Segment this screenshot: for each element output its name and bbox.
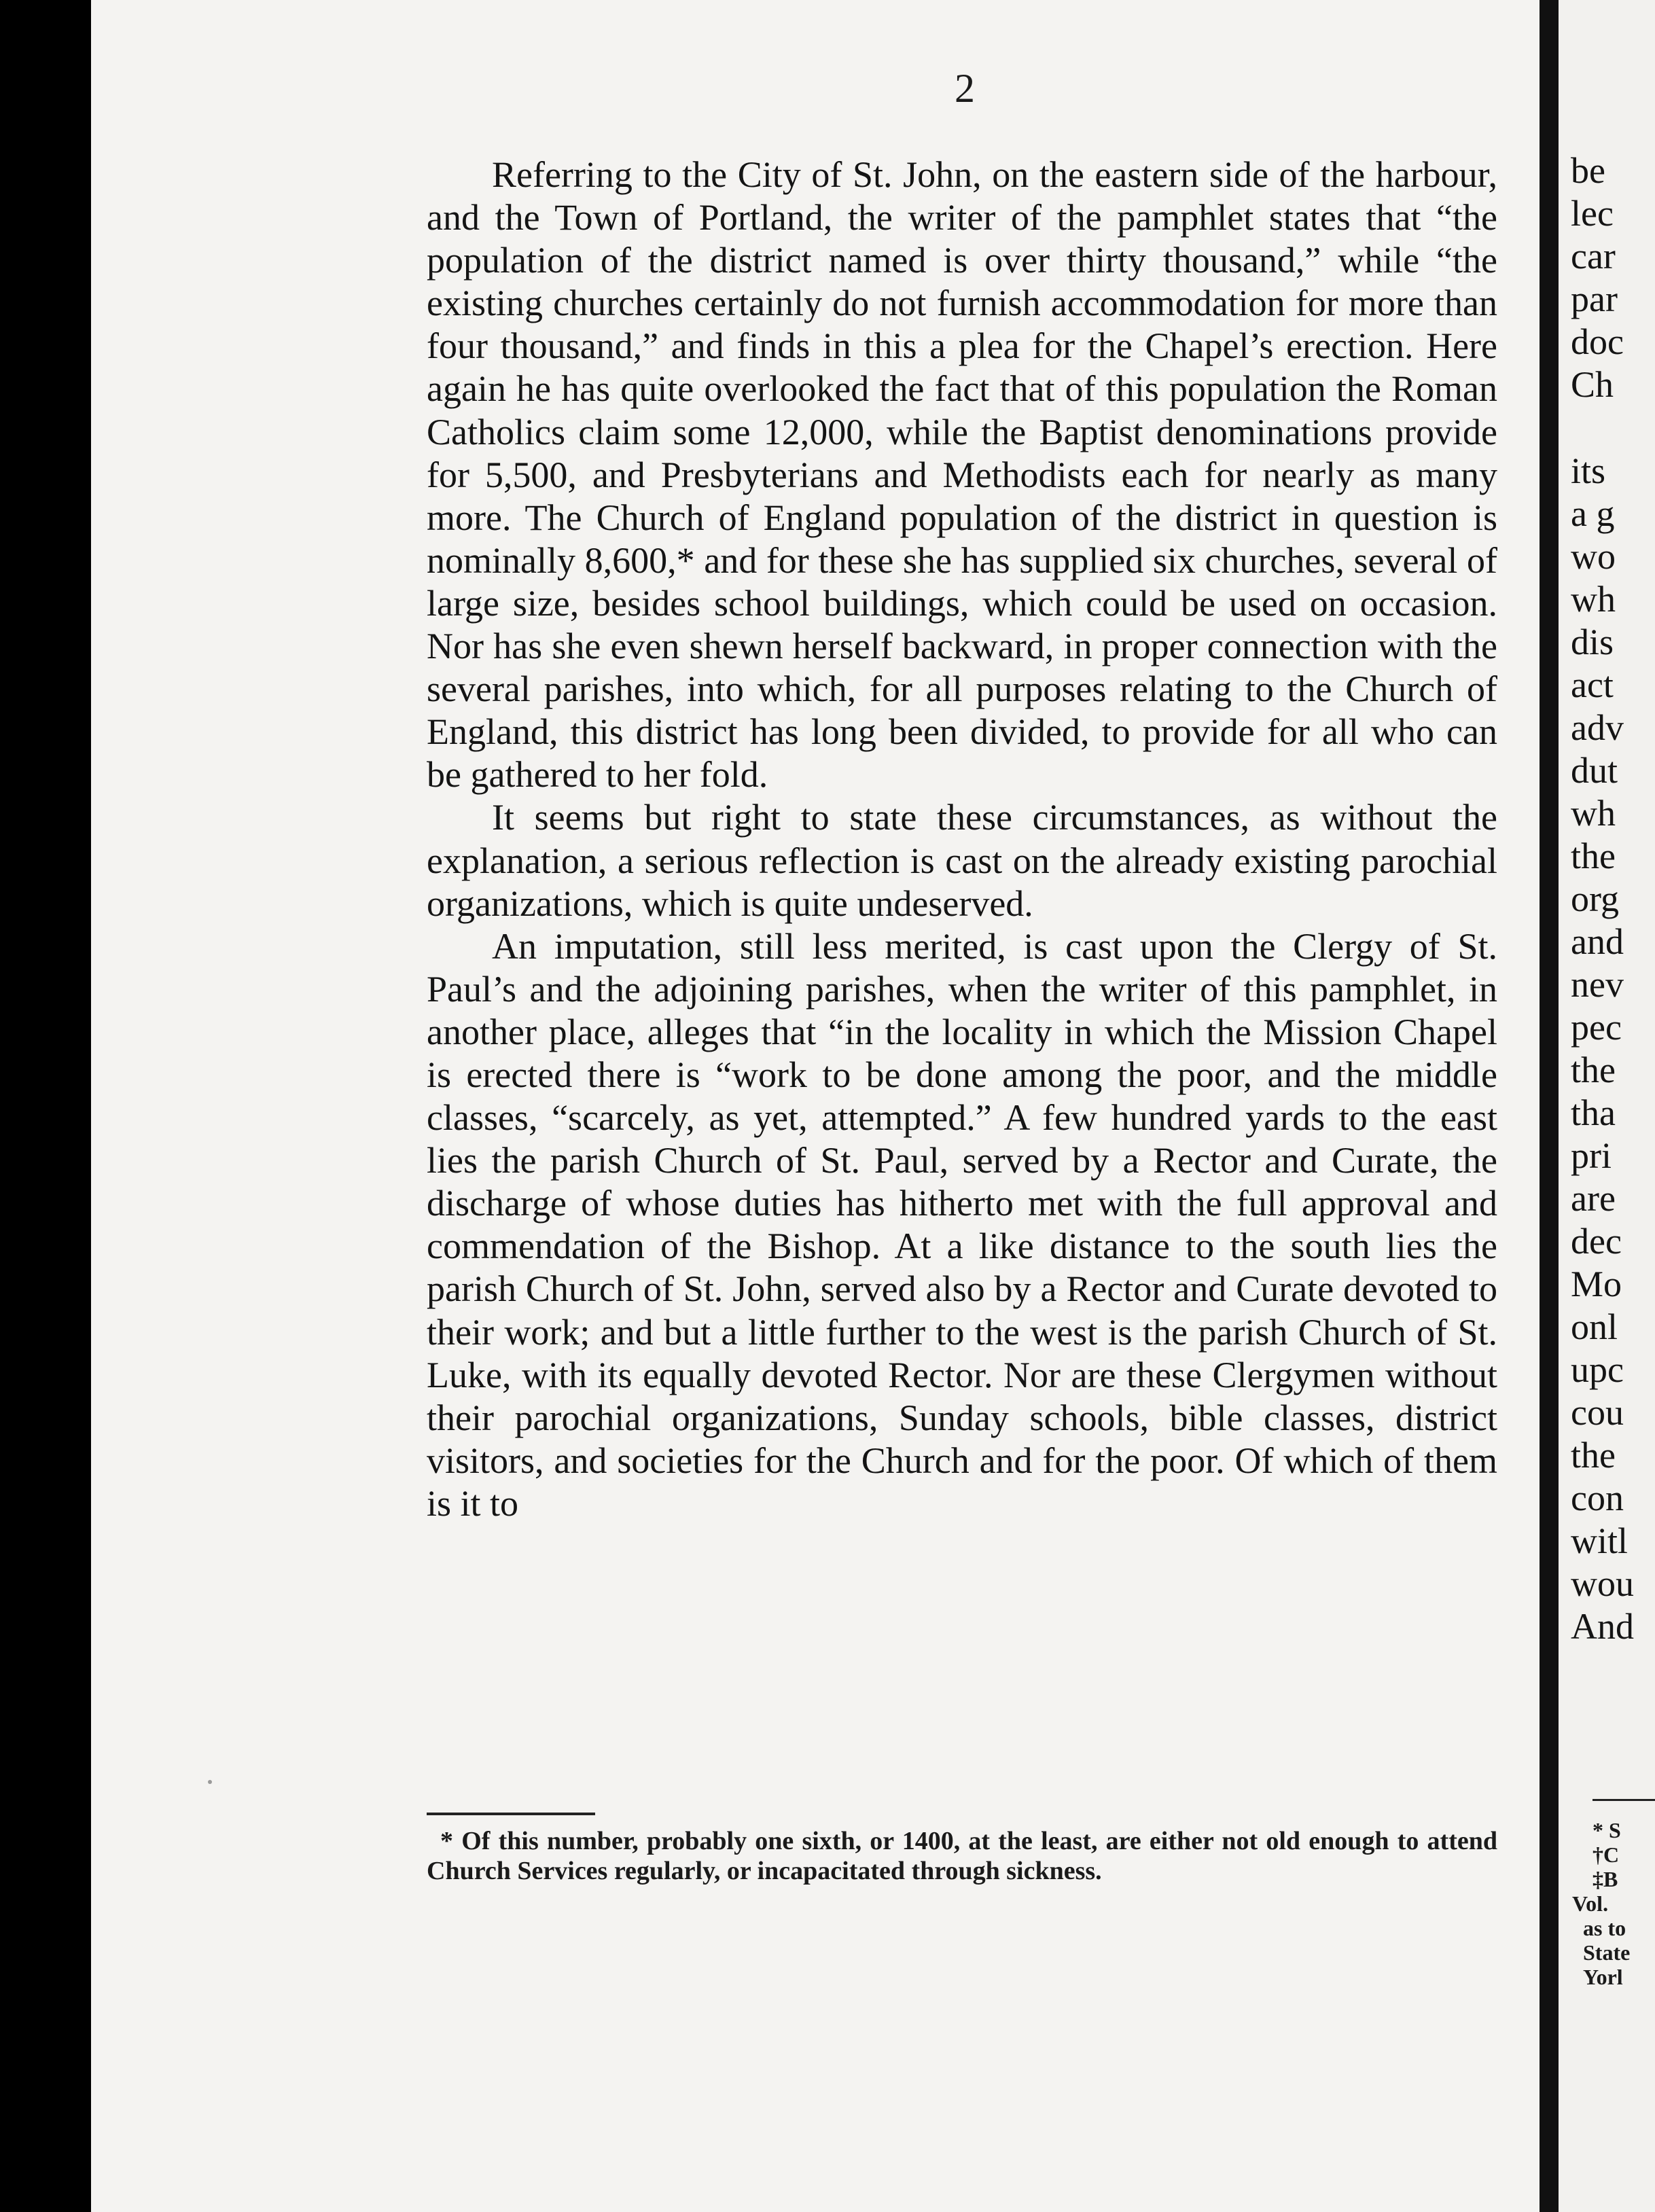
facing-line: wo: [1571, 536, 1616, 577]
facing-line: doc: [1571, 321, 1624, 362]
facing-note-line: Yorl: [1583, 1965, 1623, 1989]
facing-line: the: [1571, 836, 1616, 876]
facing-line: lec: [1571, 193, 1614, 234]
paragraph-3: An imputation, still less merited, is cast upon the Clergy of St. Paul’s and the adjoining parishes, when the writer of this pamphlet, in another place, alleges that “in the locality in which the Mission Chapel is erected there is “work to be done among the poor, and the middle classes, “scarcely, as yet, attempted.” A few hundred yards to the east lies the parish Church of St. Paul, served by a Rector and Curate, the discharge of whose duties has hitherto met with the full approval and commendation of the Bishop. At a like distance to the south lies the parish Church of St. John, served also by a Rector and Curate devoted to their work; and but a little further to the west is the parish Church of St. Luke, with its equally devoted Rector. Nor are these Clergymen without their parochial organizations, Sunday schools, bible classes, district visitors, and societies for the Church and for the poor. Of which of them is it to: [427, 925, 1497, 1524]
facing-page-fragment: [1559, 0, 1655, 2212]
facing-line: onl: [1571, 1306, 1618, 1347]
scan-speck: [208, 1780, 212, 1784]
facing-line: be: [1571, 150, 1605, 191]
paragraph-1: Referring to the City of St. John, on the eastern side of the harbour, and the Town of Portland, the writer of the pamphlet states that “the population of the district named is over thirty thousand,” while “the existing churches certainly do not furnish accommodation for more than four thousand,” and finds in this a plea for the Chapel’s erection. Here again he has quite overlooked the fact that of this population the Roman Catholics claim some 12,000, while the Baptist denominations provide for 5,500, and Presbyterians and Methodists each for nearly as many more. The Church of England population of the district in question is nominally 8,600,* and for these she has supplied six churches, several of large size, besides school buildings, which could be used on occasion. Nor has she even shewn herself backward, in proper connection with the several parishes, into which, for all purposes relating to the Church of England, this district has long been divided, to provide for all who can be gathered to her fold.: [427, 154, 1497, 796]
facing-line: par: [1571, 279, 1618, 319]
page-number: 2: [955, 66, 975, 111]
facing-line: Ch: [1571, 364, 1614, 405]
facing-line: the: [1571, 1050, 1616, 1090]
footnote: * Of this number, probably one sixth, or 1400, at the least, are either not old enough to attend Church Services regularly, or incapacitated through sickness.: [427, 1827, 1497, 1885]
facing-note-line: ‡B: [1592, 1867, 1618, 1891]
paragraph-2: It seems but right to state these circumstances, as without the explanation, a serious reflection is cast on the already existing parochial organizations, which is quite undeserved.: [427, 797, 1497, 924]
facing-line: And: [1571, 1606, 1634, 1647]
facing-note-line: State: [1583, 1940, 1631, 1965]
facing-line: con: [1571, 1478, 1624, 1518]
footnote-divider: [427, 1813, 595, 1815]
facing-line: dec: [1571, 1221, 1622, 1262]
facing-line: wh: [1571, 579, 1616, 620]
facing-line: pri: [1571, 1135, 1612, 1176]
facing-line: dis: [1571, 622, 1614, 662]
facing-note-line: * S: [1592, 1818, 1621, 1842]
facing-note-line: †C: [1592, 1842, 1620, 1867]
facing-line: dut: [1571, 750, 1618, 791]
facing-line: car: [1571, 236, 1616, 276]
facing-line: witl: [1571, 1520, 1629, 1561]
scan-left-edge: [0, 0, 91, 2212]
facing-line: act: [1571, 664, 1614, 705]
facing-line: its: [1571, 450, 1606, 491]
facing-line: adv: [1571, 707, 1624, 748]
facing-line: tha: [1571, 1092, 1616, 1133]
facing-line: wou: [1571, 1563, 1634, 1604]
facing-line: the: [1571, 1435, 1616, 1476]
facing-line: org: [1571, 878, 1620, 919]
facing-note-line: as to: [1583, 1916, 1626, 1940]
facing-line: and: [1571, 921, 1624, 962]
facing-note-line: Vol.: [1572, 1891, 1609, 1916]
book-gutter: [1540, 0, 1559, 2212]
facing-line: Mo: [1571, 1264, 1622, 1304]
facing-line: cou: [1571, 1392, 1624, 1433]
facing-line: a g: [1571, 493, 1615, 534]
facing-line: upc: [1571, 1349, 1624, 1390]
facing-line: pec: [1571, 1007, 1622, 1048]
body-text: [427, 154, 1497, 1525]
facing-line: wh: [1571, 793, 1616, 834]
facing-line: nev: [1571, 964, 1624, 1005]
facing-footnote-divider: [1592, 1799, 1655, 1801]
facing-line: are: [1571, 1178, 1616, 1219]
